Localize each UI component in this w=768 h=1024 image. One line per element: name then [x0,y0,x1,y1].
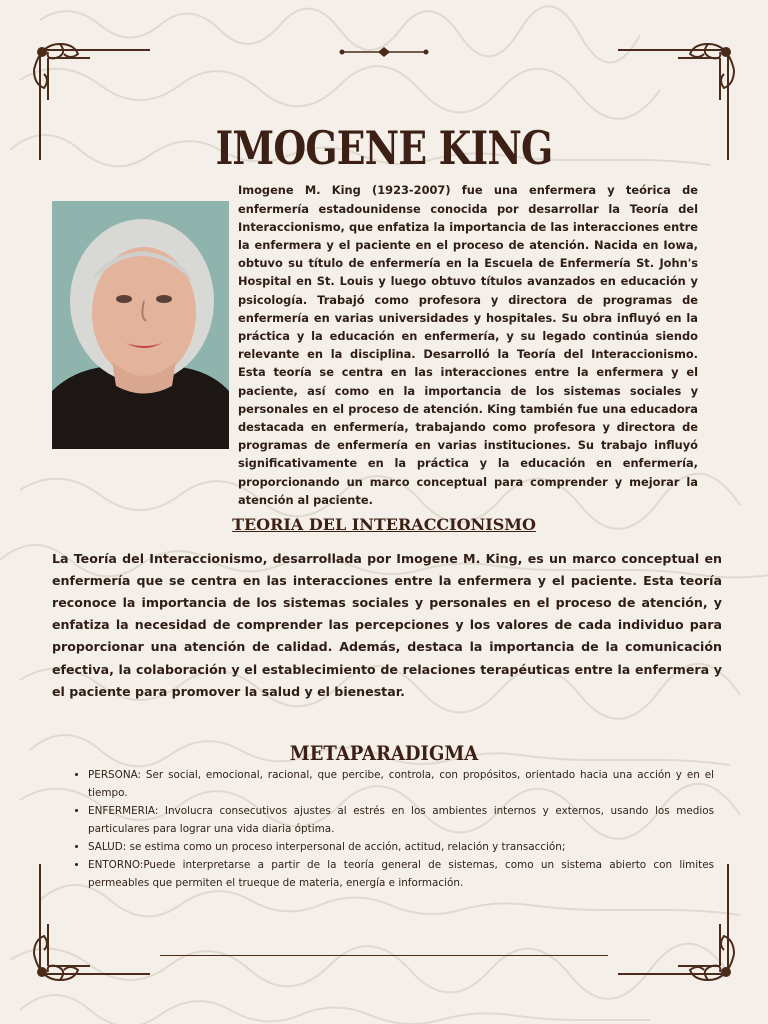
metaparadigm-item-salud: • SALUD: se estima como un proceso interpersonal de acción, actitud, relación y transacción; [88,838,714,856]
top-divider-ornament [338,46,430,58]
metaparadigm-heading: METAPARADIGMA [289,740,479,765]
bottom-divider-line [160,955,608,956]
biography-paragraph: Imogene M. King (1923-2007) fue una enfermera y teórica de enfermería estadounidense conocida por desarrollar la Teoría del Interaccionismo, que enfatiza la importancia de las interacciones entre la enfermera y el paciente en el proceso de atención. Nacida en Iowa, obtuvo su título de enfermería en la Escuela de Enfermería St. John's Hospital en St. Louis y luego obtuvo títulos avanzados en educación y psicología. Trabajó como profesora y directora de programas de enfermería en varias universidades y hospitales. Su obra influyó en la práctica y la educación en enfermería, y su legado continúa siendo relevante en la disciplina. Desarrolló la Teoría del Interaccionismo. Esta teoría se centra en las interacciones entre la enfermera y el paciente, así como en la importancia de los sistemas sociales y personales en el proceso de atención. King también fue una educadora destacada en enfermería, trabajando como profesora y directora de programas de enfermería en varias instituciones. Su trabajo influyó significativamente en la práctica y la educación en enfermería, proporcionando un marco conceptual para comprender y mejorar la atención al paciente. [238,183,698,507]
portrait-photo [52,201,229,449]
metaparadigm-list [72,766,714,892]
theory-paragraph: La Teoría del Interaccionismo, desarrollada por Imogene M. King, es un marco conceptual en enfermería que se centra en las interacciones entre la enfermera y el paciente. Esta teoría reconoce la importancia de los sistemas sociales y personales en el proceso de atención, y enfatiza la necesidad de comprender las percepciones y los valores de cada individuo para proporcionar una atención de calidad. Además, destaca la importancia de la comunicación efectiva, la colaboración y el establecimiento de relaciones terapéuticas entre la enfermera y el paciente para promover la salud y el bienestar. [52,550,722,699]
page-title: IMOGENE KING [215,120,553,175]
metaparadigm-item-persona: • PERSONA: Ser social, emocional, racional, que percibe, controla, con propósitos, orientado hacia una acción y en el tiempo. [88,766,714,802]
theory-heading: TEORIA DEL INTERACCIONISMO [232,515,536,535]
metaparadigm-item-enfermeria: • ENFERMERIA: Involucra consecutivos ajustes al estrés en los ambientes internos y externos, usando los medios particulares para lograr una vida diaria óptima. [88,802,714,838]
metaparadigm-item-entorno: • ENTORNO:Puede interpretarse a partir de la teoría general de sistemas, como un sistema abierto con limites permeables que permiten el trueque de materia, energía e información. [88,856,714,892]
